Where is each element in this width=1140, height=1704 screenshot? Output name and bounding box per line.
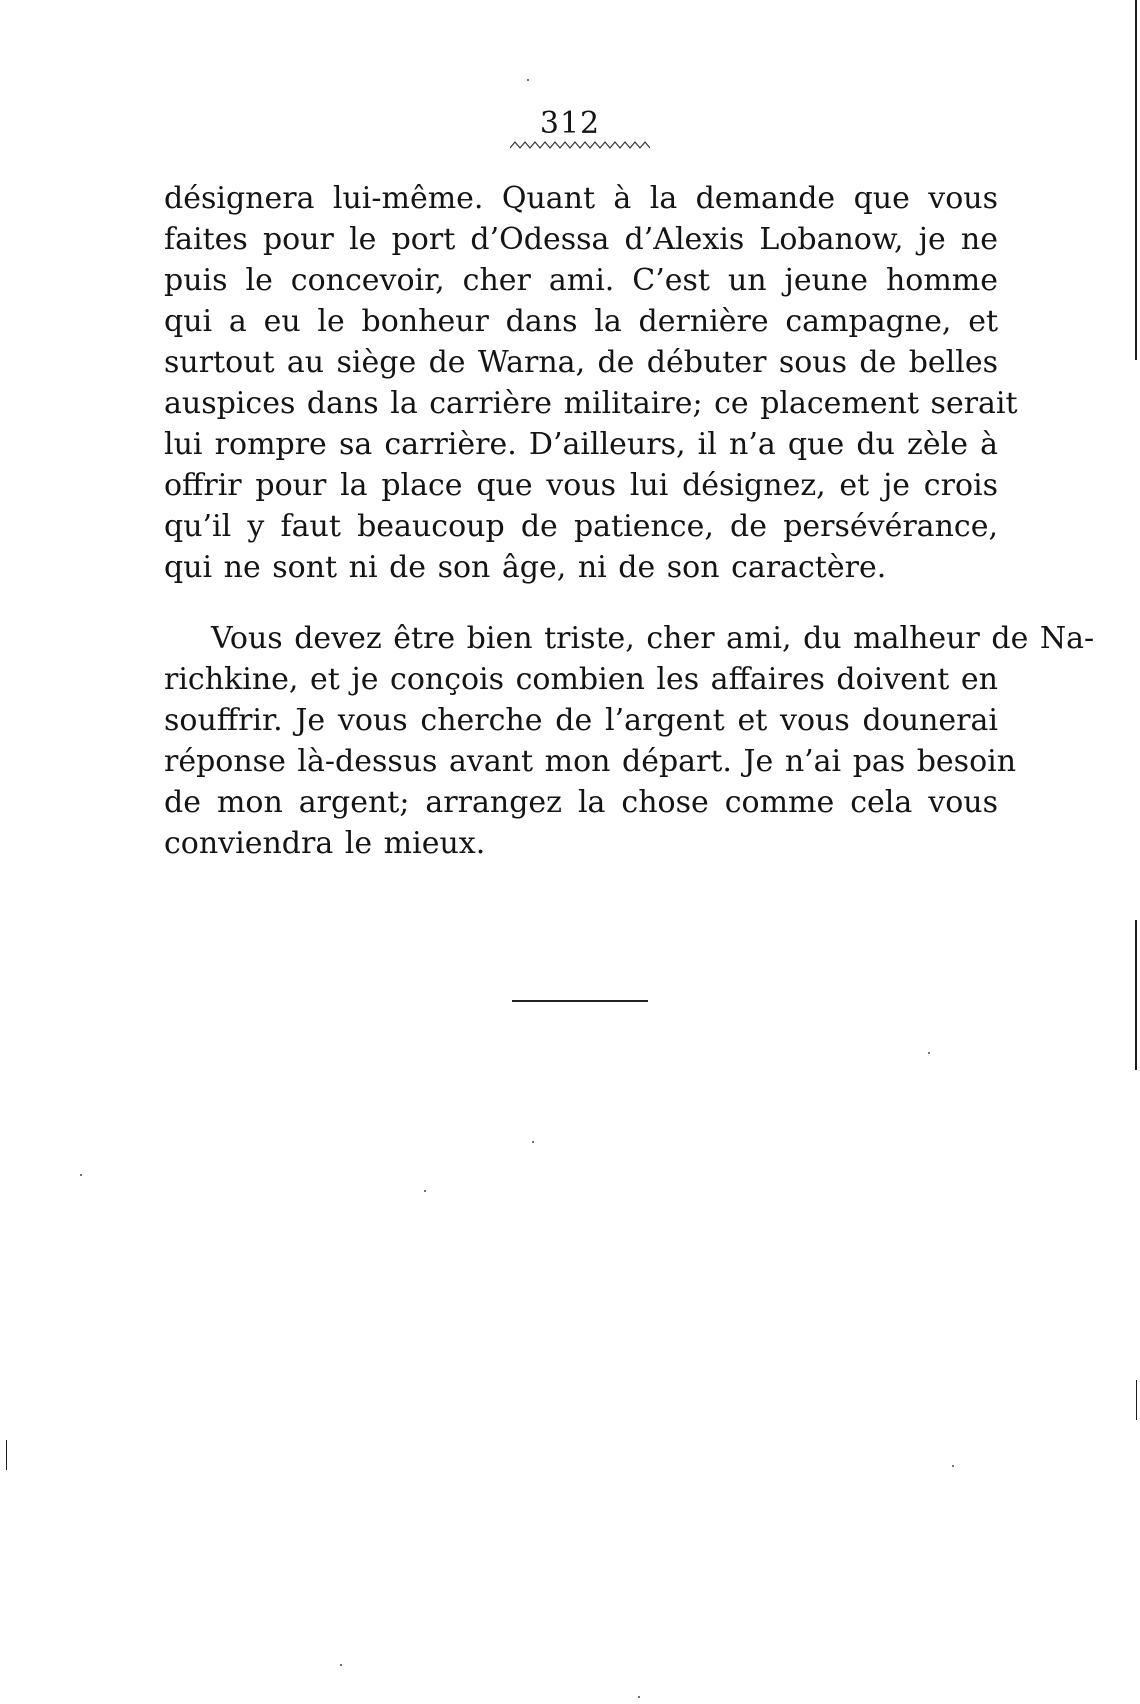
paragraph-line: qu’il y faut beaucoup de patience, de persévérance, bbox=[164, 509, 998, 544]
paragraph-line: lui rompre sa carrière. D’ailleurs, il n’a que du zèle à bbox=[164, 427, 998, 462]
paragraph-line: qui ne sont ni de son âge, ni de son caractère. bbox=[164, 550, 887, 585]
scan-edge-line bbox=[1135, 920, 1137, 1070]
paragraph-line: réponse là-dessus avant mon départ. Je n’ai pas besoin bbox=[164, 744, 1017, 779]
paragraph-line: richkine, et je conçois combien les affaires doivent en bbox=[164, 662, 998, 697]
scan-speck bbox=[532, 1141, 534, 1143]
scan-speck bbox=[340, 1664, 342, 1666]
paragraph-1 bbox=[164, 178, 1018, 588]
scan-speck bbox=[952, 1465, 954, 1467]
scan-speck bbox=[80, 1174, 82, 1176]
paragraph-line: surtout au siège de Warna, de débuter sous de belles bbox=[164, 345, 998, 380]
paragraph-line: de mon argent; arrangez la chose comme cela vous bbox=[164, 785, 998, 820]
paragraph-line: faites pour le port d’Odessa d’Alexis Lobanow, je ne bbox=[164, 222, 998, 257]
paragraph-line: souffrir. Je vous cherche de l’argent et vous dounerai bbox=[164, 703, 998, 738]
section-end-rule bbox=[512, 1000, 648, 1002]
page-number-ornament bbox=[510, 140, 650, 150]
scan-edge-line bbox=[1135, 0, 1137, 360]
scan-edge-line bbox=[6, 1440, 7, 1470]
paragraph-line: puis le concevoir, cher ami. C’est un jeune homme bbox=[164, 263, 998, 298]
paragraph-line: Vous devez être bien triste, cher ami, du malheur de Na- bbox=[211, 621, 1095, 656]
scan-edge-line bbox=[1136, 1380, 1137, 1420]
paragraph-2 bbox=[164, 618, 1095, 864]
paragraph-line: qui a eu le bonheur dans la dernière campagne, et bbox=[164, 304, 998, 339]
scan-speck bbox=[424, 1190, 426, 1192]
paragraph-line: offrir pour la place que vous lui désignez, et je crois bbox=[164, 468, 998, 503]
page-number: 312 bbox=[539, 106, 601, 141]
paragraph-line: conviendra le mieux. bbox=[164, 826, 486, 861]
scan-speck bbox=[928, 1052, 930, 1054]
scan-speck bbox=[527, 79, 529, 81]
paragraph-line: désignera lui-même. Quant à la demande que vous bbox=[164, 181, 998, 216]
scan-speck bbox=[638, 1696, 640, 1698]
paragraph-line: auspices dans la carrière militaire; ce placement serait bbox=[164, 386, 1018, 421]
